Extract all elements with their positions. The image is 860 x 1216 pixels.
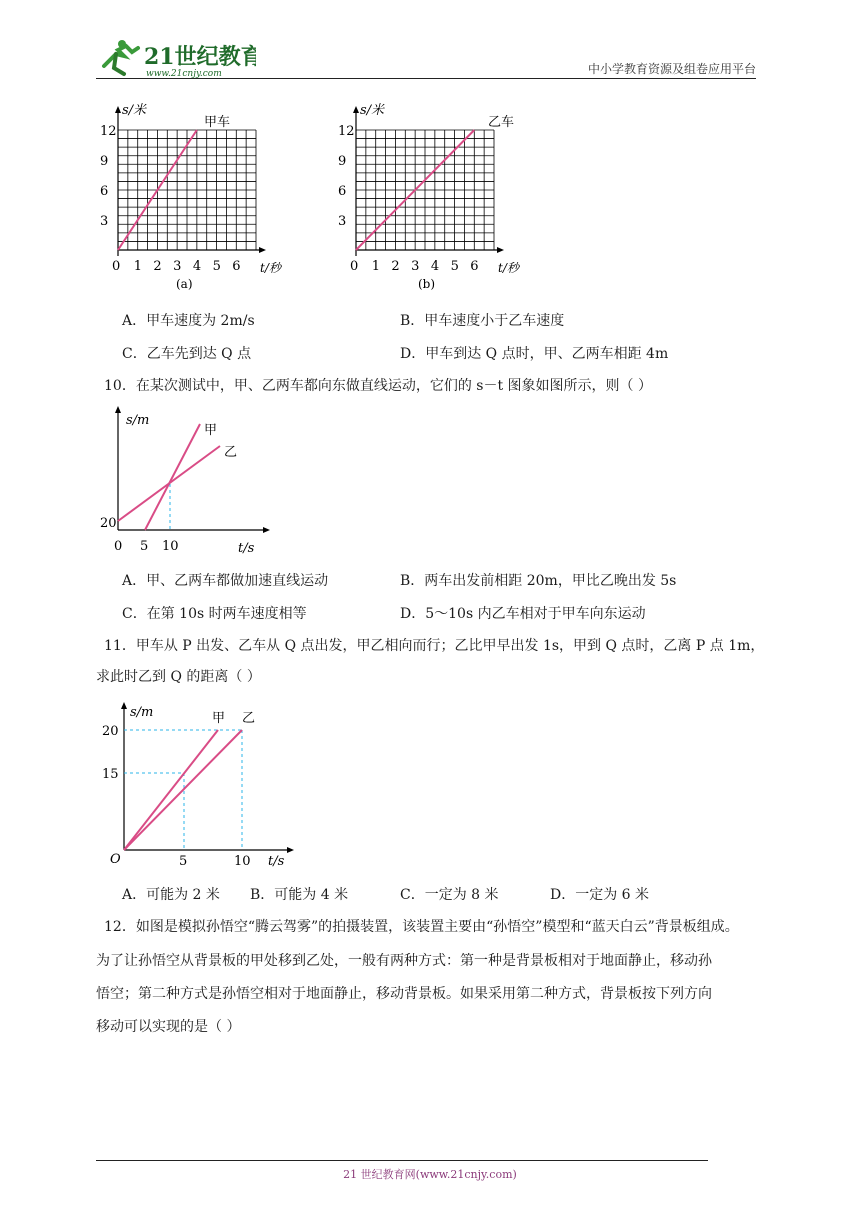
q9-chart-b (338, 100, 538, 304)
footer-site-text: 21 世纪教育网(www.21cnjy.com) (343, 1168, 517, 1181)
y-tick-20: 20 (102, 724, 119, 739)
x-axis-arrow-icon (287, 847, 294, 853)
series-line-jia (124, 730, 218, 850)
x-axis-arrow-icon (263, 527, 270, 533)
y-axis-arrow-icon (353, 106, 359, 113)
q10-option-b[interactable]: B．两车出发前相距 20m，甲比乙晚出发 5s (400, 573, 677, 589)
q11-chart (100, 700, 300, 876)
xlabel: t/秒 (498, 261, 519, 275)
x-axis-arrow-icon (497, 247, 504, 253)
q10-stem: 10．在某次测试中，甲、乙两车都向东做直线运动，它们的 s－t 图象如图所示，则（ ） (104, 378, 652, 394)
x-tick-label: 2 (153, 259, 162, 274)
ylabel: s/m (130, 705, 154, 720)
q10-option-a[interactable]: A．甲、乙两车都做加速直线运动 (122, 573, 329, 589)
q12-line4: 移动可以实现的是（ ） (96, 1019, 241, 1035)
x-tick-label: 1 (371, 259, 380, 274)
header-divider (96, 78, 756, 79)
logo-url-text: www.21cnjy.com (146, 69, 222, 79)
series-label-jia: 甲 (204, 423, 218, 438)
x-tick-0: 0 (114, 539, 123, 554)
series-label-jia: 甲 (212, 711, 226, 726)
x-tick-label: 5 (450, 259, 459, 274)
q11-stem-line1: 11．甲车从 P 出发、乙车从 Q 点出发，甲乙相向而行；乙比甲早出发 1s，甲到 Q 点时，乙离 P 点 1m， (104, 638, 765, 654)
q11-option-c[interactable]: C．一定为 8 米 (400, 887, 499, 903)
y-axis-arrow-icon (115, 406, 121, 413)
footer-divider (96, 1160, 708, 1161)
series-label-yi: 乙 (224, 445, 238, 460)
q12-line2: 为了让孙悟空从背景板的甲处移到乙处，一般有两种方式：第一种是背景板相对于地面静止，移动孙 (96, 953, 712, 969)
x-tick-10: 10 (234, 854, 251, 869)
x-tick-label: 5 (212, 259, 221, 274)
x-tick-label: 2 (391, 259, 400, 274)
caption: (a) (176, 277, 193, 291)
q9-option-a[interactable]: A．甲车速度为 2m/s (122, 313, 255, 329)
site-logo (96, 36, 256, 80)
x-tick-label: 0 (350, 259, 359, 274)
origin-label: O (110, 852, 121, 867)
y-tick-label: 6 (338, 184, 347, 199)
caption: (b) (418, 277, 436, 291)
q10-option-d[interactable]: D．5～10s 内乙车相对于甲车向东运动 (400, 606, 646, 622)
q10-chart (96, 404, 276, 564)
y-tick: 20 (100, 516, 117, 531)
q11-option-b[interactable]: B．可能为 4 米 (250, 887, 349, 903)
x-tick-label: 4 (192, 259, 202, 274)
grid-a (118, 130, 256, 250)
x-tick-label: 3 (173, 259, 182, 274)
ylabel: s/m (126, 413, 150, 428)
x-tick-label: 1 (133, 259, 142, 274)
series-line-yi (124, 730, 242, 850)
y-tick-15: 15 (102, 767, 119, 782)
x-axis-arrow-icon (259, 247, 266, 253)
y-tick-label: 3 (100, 214, 109, 229)
ylabel: s/米 (360, 103, 385, 118)
q9-option-c[interactable]: C．乙车先到达 Q 点 (122, 346, 252, 362)
xlabel: t/s (268, 854, 285, 869)
y-tick-label: 6 (100, 184, 109, 199)
x-tick-label: 6 (232, 259, 241, 274)
x-tick-label: 6 (470, 259, 479, 274)
y-axis-arrow-icon (121, 702, 127, 709)
series-label: 甲车 (204, 115, 231, 130)
x-tick-10: 10 (162, 539, 179, 554)
y-tick-label: 9 (338, 154, 347, 169)
q12-line3: 悟空；第二种方式是孙悟空相对于地面静止，移动背景板。如果采用第二种方式，背景板按下列方向 (96, 986, 712, 1002)
q11-option-d[interactable]: D．一定为 6 米 (550, 887, 650, 903)
x-tick-label: 3 (411, 259, 420, 274)
q9-chart-a (100, 100, 300, 304)
header-platform-text: 中小学教育资源及组卷应用平台 (587, 62, 756, 76)
grid-b (356, 130, 494, 250)
series-label: 乙车 (488, 115, 515, 130)
ylabel: s/米 (122, 103, 147, 118)
q12-line1: 12．如图是模拟孙悟空“腾云驾雾”的拍摄装置，该装置主要由“孙悟空”模型和“蓝天白云”背景板组成。 (104, 919, 739, 935)
q11-option-a[interactable]: A．可能为 2 米 (122, 887, 220, 903)
q9-option-d[interactable]: D．甲车到达 Q 点时，甲、乙两车相距 4m (400, 346, 669, 362)
xlabel: t/s (238, 541, 255, 556)
logo-main-text: 21世纪教育 (144, 44, 256, 70)
x-tick-5: 5 (179, 854, 188, 869)
x-tick-5: 5 (140, 539, 149, 554)
series-label-yi: 乙 (242, 711, 256, 726)
y-tick-label: 12 (100, 124, 117, 139)
q9-option-b[interactable]: B．甲车速度小于乙车速度 (400, 313, 565, 329)
y-tick-label: 3 (338, 214, 347, 229)
y-tick-label: 9 (100, 154, 109, 169)
series-line-jia (145, 424, 200, 530)
y-axis-arrow-icon (115, 106, 121, 113)
x-tick-label: 4 (430, 259, 440, 274)
y-tick-label: 12 (338, 124, 355, 139)
x-tick-label: 0 (112, 259, 121, 274)
xlabel: t/秒 (260, 261, 281, 275)
series-line-yi (118, 446, 220, 521)
q10-option-c[interactable]: C．在第 10s 时两车速度相等 (122, 606, 307, 622)
runner-logo-icon (104, 40, 138, 74)
q11-stem-line2: 求此时乙到 Q 的距离（ ） (96, 669, 261, 685)
